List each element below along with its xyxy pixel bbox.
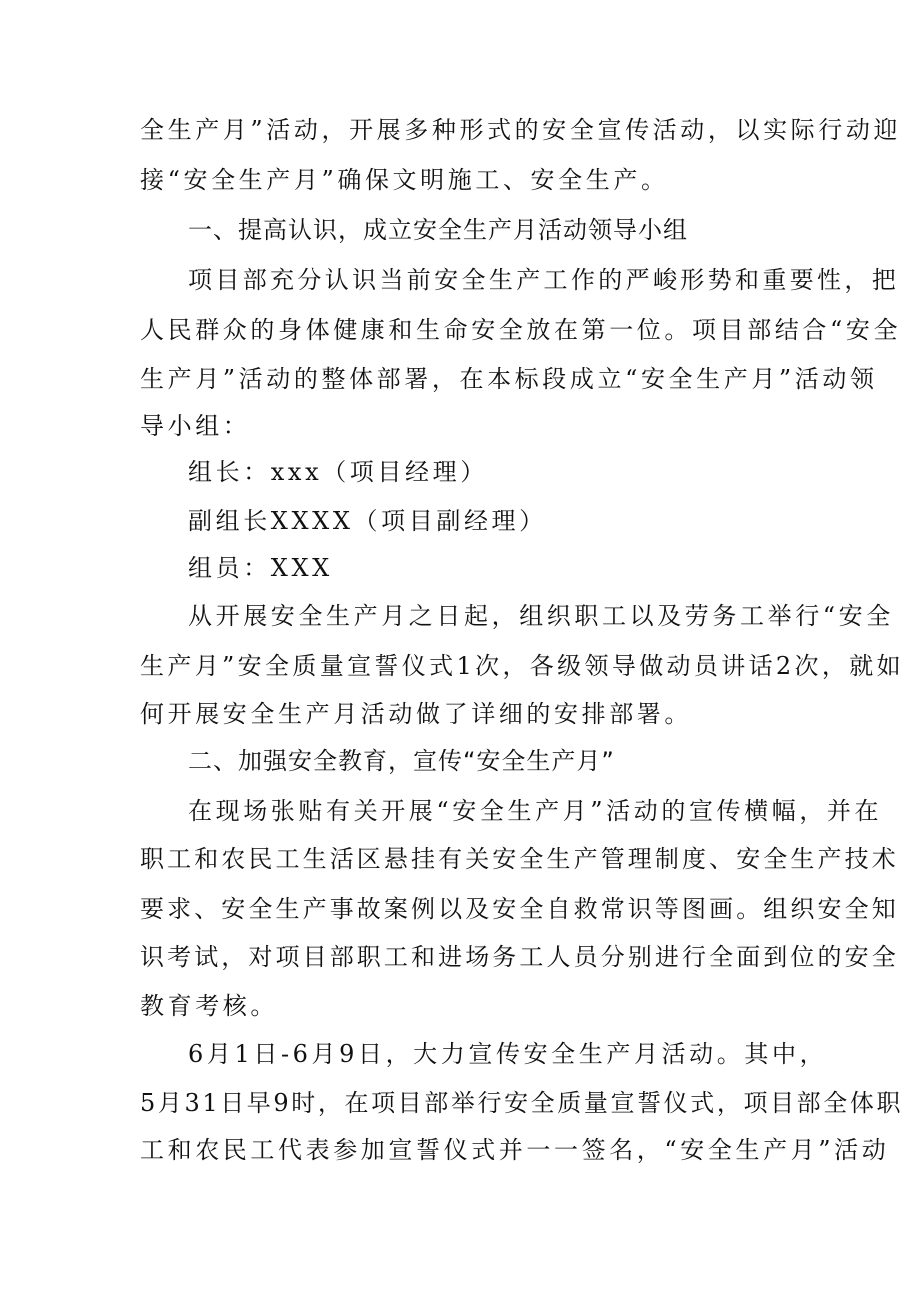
text-line: 识考试，对项目部职工和进场务工人员分别进行全面到位的安全 (140, 943, 899, 971)
text-line: 生产月”活动的整体部署，在本标段成立“安全生产月”活动领 (140, 365, 878, 393)
text-line: 何开展安全生产月活动做了详细的安排部署。 (140, 700, 692, 728)
text-line: 导小组： (140, 412, 251, 440)
section-heading-2: 二、加强安全教育，宣传“安全生产月” (188, 747, 615, 775)
text-line: 6月1日-6月9日，大力宣传安全生产月活动。其中， (188, 1040, 828, 1068)
text-line: 从开展安全生产月之日起，组织职工以及劳务工举行“安全 (188, 602, 894, 630)
text-line: 接“安全生产月”确保文明施工、安全生产。 (140, 166, 669, 194)
text-line: 要求、安全生产事故案例以及安全自救常识等图画。组织安全知 (140, 895, 899, 923)
member-item: 组员：XXX (188, 554, 333, 582)
text-line: 职工和农民工生活区悬挂有关安全生产管理制度、安全生产技术 (140, 845, 899, 873)
text-line: 5月31日早9时，在项目部举行安全质量宣誓仪式，项目部全体职 (140, 1089, 904, 1117)
deputy-leader-item: 副组长XXXX（项目副经理） (188, 507, 547, 535)
text-line: 在现场张贴有关开展“安全生产月”活动的宣传横幅，并在 (188, 797, 883, 825)
text-line: 项目部充分认识当前安全生产工作的严峻形势和重要性，把 (188, 266, 900, 294)
text-line: 教育考核。 (140, 992, 278, 1020)
text-line: 全生产月”活动，开展多种形式的安全宣传活动，以实际行动迎 (140, 116, 902, 144)
text-line: 工和农民工代表参加宣誓仪式并一一签名，“安全生产月”活动 (140, 1136, 890, 1164)
section-heading-1: 一、提高认识，成立安全生产月活动领导小组 (188, 216, 688, 244)
text-line: 人民群众的身体健康和生命安全放在第一位。项目部结合“安全 (140, 316, 902, 344)
text-line: 生产月”安全质量宣誓仪式1次，各级领导做动员讲话2次，就如 (140, 652, 904, 680)
leader-item: 组长：xxx（项目经理） (188, 458, 488, 486)
